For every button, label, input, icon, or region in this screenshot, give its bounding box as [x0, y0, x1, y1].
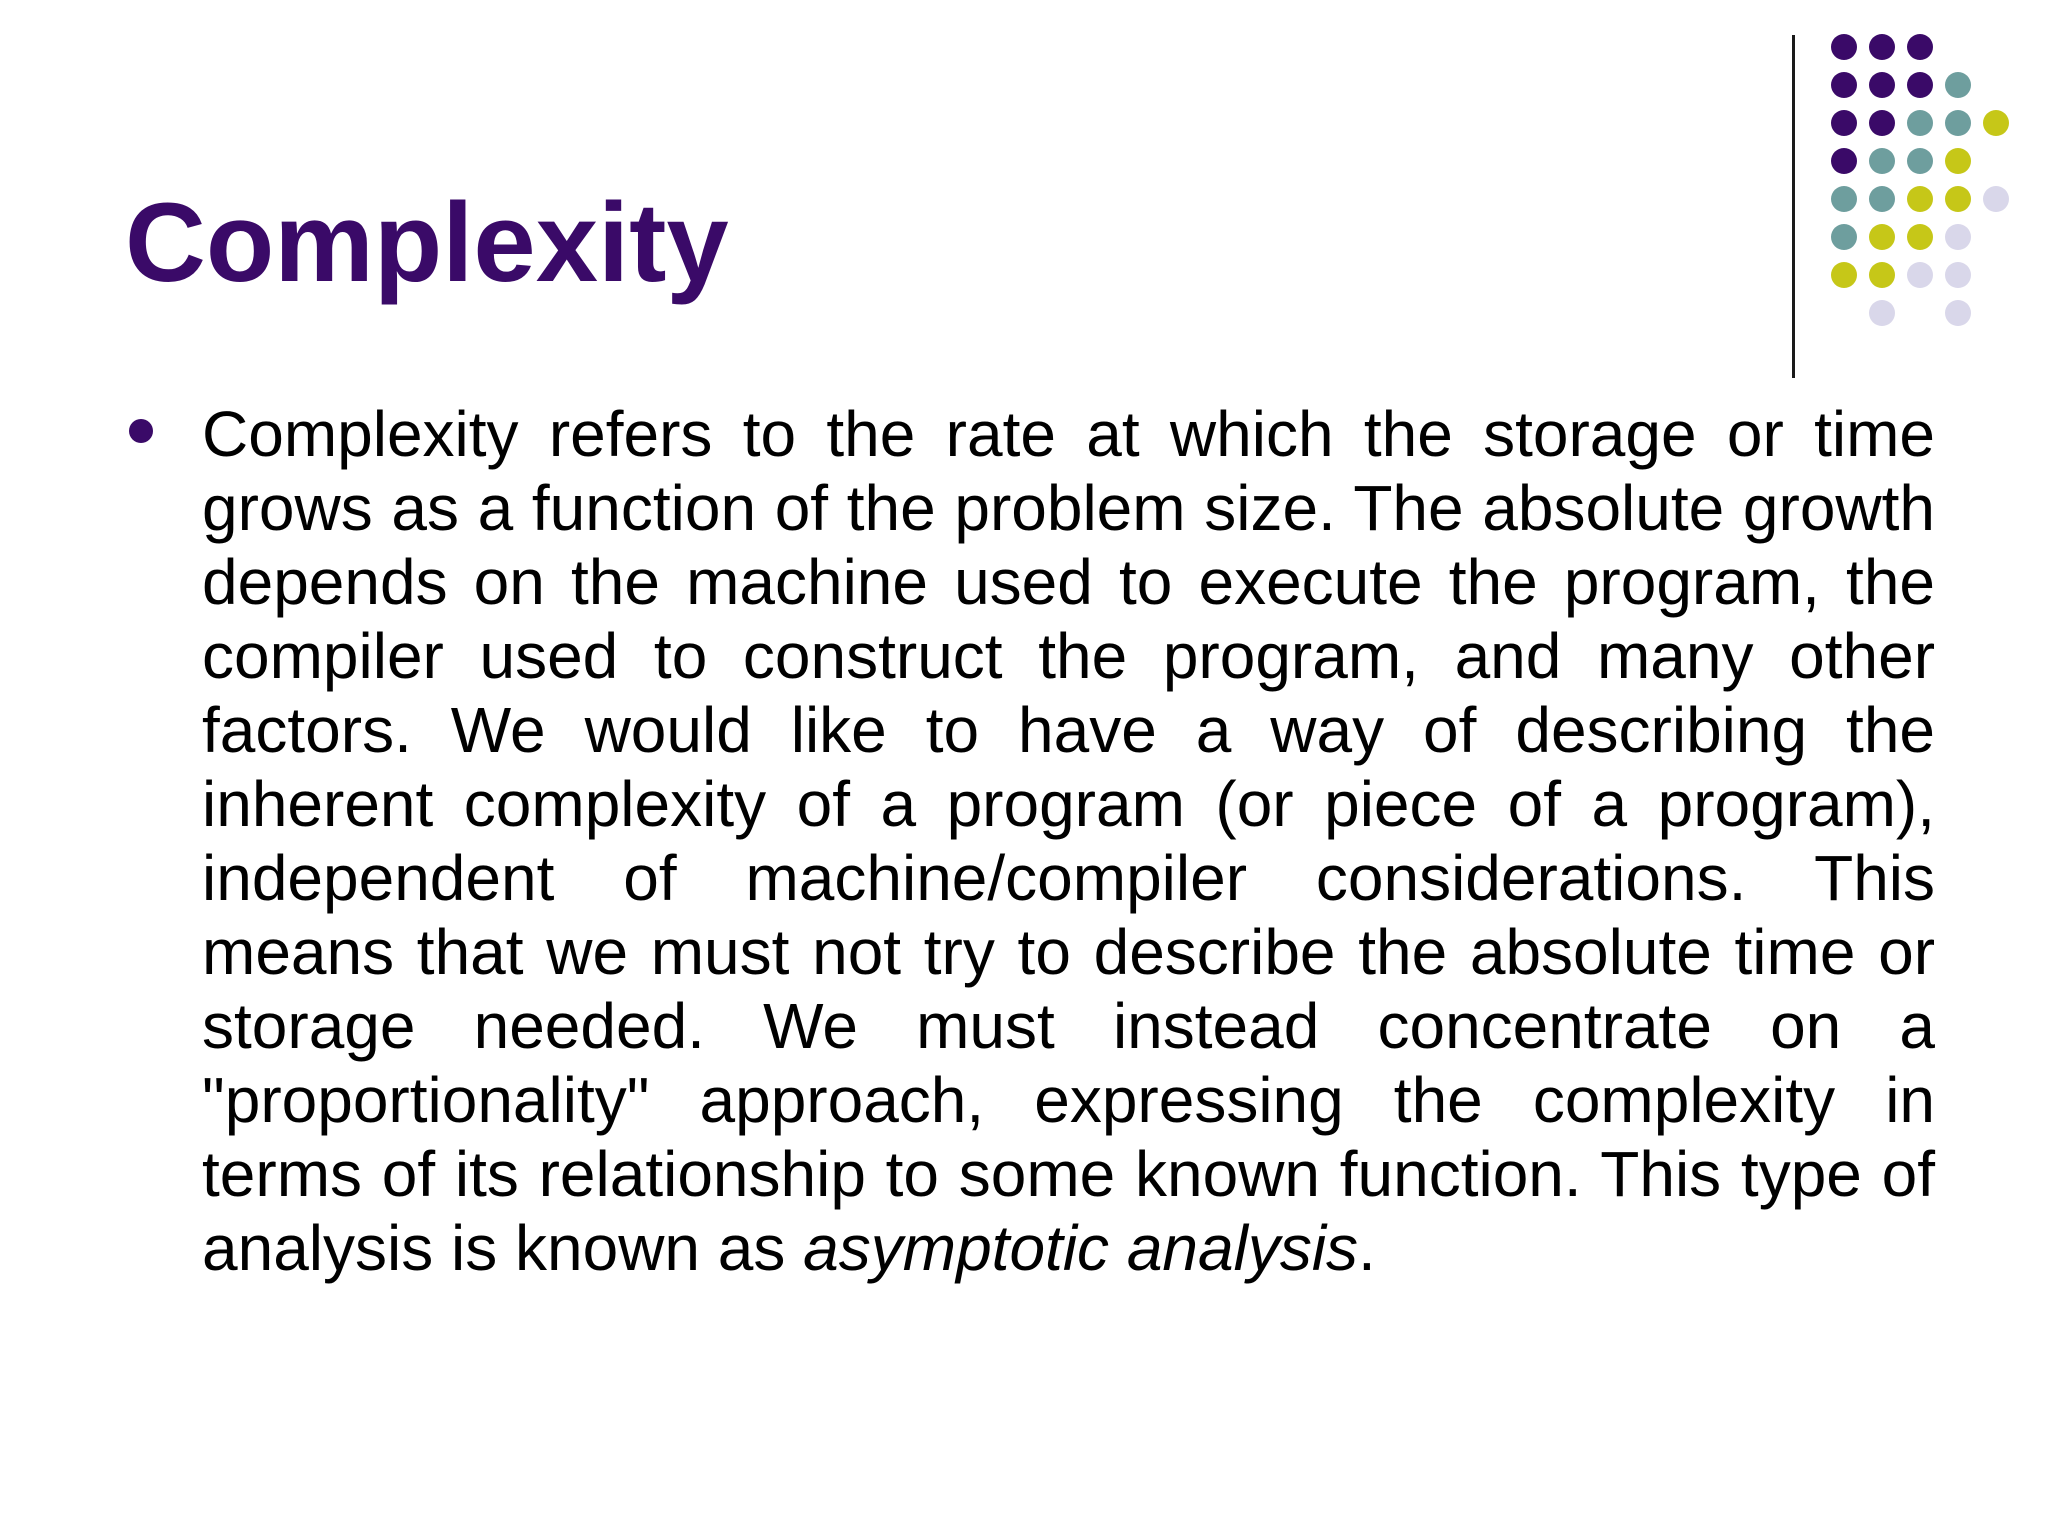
- decorative-dot: [1945, 148, 1971, 174]
- bullet-dot-icon: [129, 419, 153, 443]
- decorative-dot: [1907, 224, 1933, 250]
- decorative-dot: [1869, 72, 1895, 98]
- decorative-dot: [1983, 110, 2009, 136]
- decorative-dot: [1945, 186, 1971, 212]
- decorative-dot: [1831, 224, 1857, 250]
- decorative-dot: [1869, 110, 1895, 136]
- decorative-dot: [1831, 262, 1857, 288]
- decorative-dot: [1831, 148, 1857, 174]
- bullet-text-main: Complexity refers to the rate at which the storage or time grows as a function of the problem size. The absolute growth depends on the machine used to execute the program, the compiler used to construct the program, and many other factors. We would like to have a way of describing the inherent complexity of a program (or piece of a program), independent of machine/compiler considerations. This means that we must not try to describe the absolute time or storage needed. We must instead concentrate on a "proportionality" approach, expressing the complexity in terms of its relationship to some known function. This type of analysis is known as: [202, 398, 1935, 1284]
- bullet-text-suffix: .: [1358, 1212, 1376, 1284]
- decorative-dot: [1869, 262, 1895, 288]
- bullet-item: [125, 397, 1935, 1285]
- decorative-dot: [1831, 34, 1857, 60]
- decorative-dot: [1907, 148, 1933, 174]
- title-divider-line: [1792, 35, 1795, 378]
- decorative-dot-grid: [1830, 30, 2040, 340]
- slide-title: Complexity: [125, 180, 729, 305]
- decorative-dot: [1831, 186, 1857, 212]
- bullet-text-emphasis: asymptotic analysis: [803, 1212, 1359, 1284]
- decorative-dot: [1831, 110, 1857, 136]
- decorative-dot: [1907, 72, 1933, 98]
- decorative-dot: [1945, 110, 1971, 136]
- decorative-dot: [1869, 224, 1895, 250]
- decorative-dot: [1907, 186, 1933, 212]
- decorative-dot: [1983, 186, 2009, 212]
- decorative-dot: [1907, 110, 1933, 136]
- decorative-dot: [1907, 34, 1933, 60]
- decorative-dot: [1869, 186, 1895, 212]
- decorative-dot: [1869, 148, 1895, 174]
- decorative-dot: [1831, 72, 1857, 98]
- decorative-dot: [1945, 300, 1971, 326]
- decorative-dot: [1945, 262, 1971, 288]
- bullet-text: [202, 397, 1935, 1285]
- decorative-dot: [1869, 300, 1895, 326]
- slide-body: [125, 397, 1935, 1285]
- decorative-dot: [1907, 262, 1933, 288]
- decorative-dot: [1945, 224, 1971, 250]
- decorative-dot: [1945, 72, 1971, 98]
- decorative-dot: [1869, 34, 1895, 60]
